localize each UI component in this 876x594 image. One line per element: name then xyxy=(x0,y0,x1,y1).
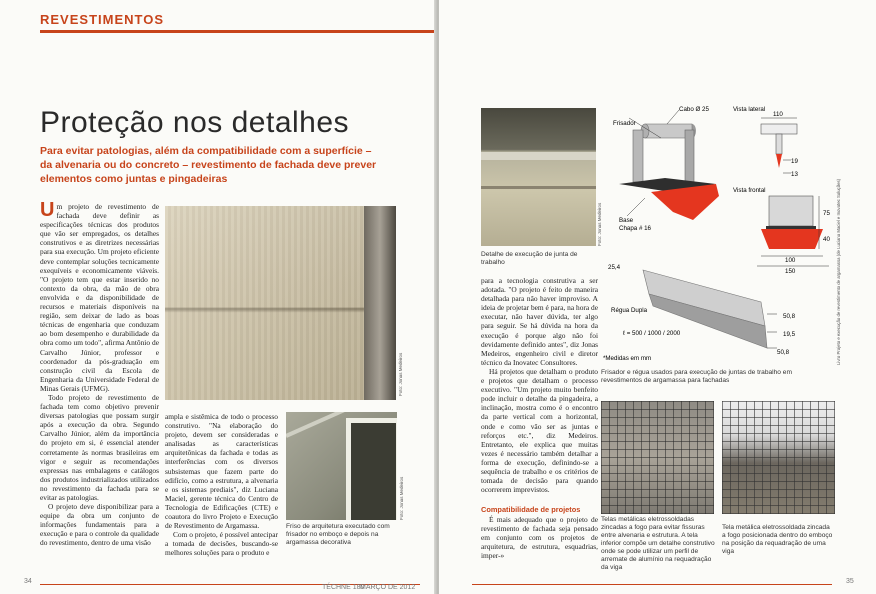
left-page xyxy=(0,0,437,594)
dim-19-5: 19,5 xyxy=(783,331,796,338)
label-comprimentos: ℓ = 500 / 1000 / 2000 xyxy=(623,330,681,337)
col1-paragraph-1: m projeto de revestimento de fachada deve definir as especificações técnicas dos produtos que vão ser empregados, os detalhes construtivos e as diretrizes necessárias para sua execução. Um projeto eficiente deve contemplar soluções tecnicamente exequíveis e economicamente viáveis. "O projeto tem que estar inserido no contexto da obra, da mão de obra envolvida e da disponibilidade de recursos e materiais disponíveis na região, sem deixar de lado as boas técnicas de engenharia que conduzam ao bom desempenho e durabilidade da obra como um todo", afirma Antônio de Carvalho Júnior, professor e coordenador da pós-graduação em construção civil da Escola de Engenharia da Universidade Federal de Minas Gerais (UFMG). xyxy=(40,202,159,393)
col1-paragraph-3: O projeto deve disponibilizar para a equipe da obra um conjunto de informações fundamentais para a execução e para o controle da qualidade do revestimento, dentro de uma visão xyxy=(40,502,159,548)
dim-75: 75 xyxy=(823,210,830,217)
dim-100: 100 xyxy=(785,257,796,264)
photo-credit-1: Foto: Jonas Medeiros xyxy=(398,352,403,396)
right-paragraph-3: É mais adequado que o projeto de revestimento de fachada seja pensado em conjunto com os projetos de arquitetura, de estrutura, esquadrias, imper-» xyxy=(481,515,598,561)
window-photo-caption: Friso de arquitetura executado com frisador no emboço e depois na argamassa decorativa xyxy=(286,523,390,546)
label-regua: Régua Dupla xyxy=(611,307,648,314)
dim-25-4: 25,4 xyxy=(608,264,621,271)
right-paragraph-2: Há projetos que detalham o produto e projetos que detalham o processo executivo. "Um projeto muito benfeito pode incluir o detalhe da pingadeira, a inclinação, mostra como é o encontro da parte vertical com a horizontal, onde e como vão ser as juntas e reforços etc.", diz Medeiros. Entretanto, ele explica que muitas vezes é necessário também detalhar a forma de execução, definindo-se a sequência de trabalho e os critérios de tomada de decisão para quando ocorrerem imprevistos. xyxy=(481,366,598,494)
body-column-2 xyxy=(165,412,278,582)
joint-tool-photo xyxy=(481,108,596,246)
label-vista-lateral: Vista lateral xyxy=(733,106,766,113)
tool-diagram xyxy=(601,100,839,370)
label-base: Base xyxy=(619,217,634,224)
article-headline: Proteção nos detalhes xyxy=(40,106,350,139)
window-frieze-photo xyxy=(286,412,397,520)
label-cabo: Cabo Ø 25 xyxy=(679,106,709,113)
window-frame xyxy=(346,418,397,520)
section-label: REVESTIMENTOS xyxy=(40,12,165,27)
label-frisador: Frisador xyxy=(613,120,636,127)
tool-photo-credit: Foto: Jonas Medeiros xyxy=(597,202,602,246)
article-deck: Para evitar patologias, além da compatibilidade com a superfície – da alvenaria ou do concreto – revestimento de fachada deve prever elementos como juntas e pingadeiras xyxy=(40,145,377,185)
col2-paragraph-2: Com o projeto, é possível antecipar a tomada de decisões, buscando-se melhores soluções para o produto e xyxy=(165,530,278,558)
mesh-photo-a-caption: Telas metálicas eletrossoldadas zincadas a fogo para evitar fissuras entre alvenaria e estrutura. A tela inferior compõe um detalhe construtivo onde se pode utilizar um perfil de arremate de alumínio na requadração da viga xyxy=(601,516,715,571)
dim-50-8-b: 50,8 xyxy=(777,349,790,356)
tool-photo-caption: Detalhe de execução de junta de trabalho xyxy=(481,251,578,266)
dim-13: 13 xyxy=(791,171,798,178)
column-post xyxy=(364,206,396,400)
col1-paragraph-2: Todo projeto de revestimento de fachada tem como objetivo prevenir diversas patologias que possam surgir após a execução da obra. Segundo Carvalho Júnior, além da importância do projeto em si, é essencial atender corretamente às normas brasileiras em vigor e seguir as recomendações expressas nas embalagens e catálogos dos produtos industrializados utilizados no revestimento da fachada para se evitar as patologias. xyxy=(40,392,159,502)
dim-40: 40 xyxy=(823,236,830,243)
col2-paragraph-1: ampla e sistêmica de todo o processo construtivo. "Na elaboração do projeto, devem ser consideradas e analisadas as características arquitetônicas da fachada e todas as interferências com os diversos subsistemas que fazem parte do edifício, como a estrutura, a alvenaria e os sistemas prediais", diz Luciana Maciel, gerente técnica do Centro de Tecnologia de Edificações (CTE) e coautora do livro Projeto e Execução de Revestimento de Argamassa. xyxy=(165,412,278,531)
issue-date: MARÇO DE 2012 xyxy=(360,584,416,591)
section-rule xyxy=(40,30,437,33)
label-vista-frontal: Vista frontal xyxy=(733,187,766,194)
body-column-1 xyxy=(40,202,159,582)
facade-joint-photo xyxy=(165,206,396,400)
diagram-caption: Frisador e régua usados para execução de juntas de trabalho em revestimentos de argamassa para fachadas xyxy=(601,369,792,384)
mesh-photo-beam xyxy=(722,401,835,514)
dim-110: 110 xyxy=(773,111,783,118)
right-body-column-end xyxy=(481,515,598,581)
page-number-right: 35 xyxy=(846,578,854,585)
page-number-left: 34 xyxy=(24,578,32,585)
footer-rule-right xyxy=(472,584,832,585)
label-medidas: *Medidas em mm xyxy=(603,355,652,362)
subhead-compatibilidade: Compatibilidade de projetos xyxy=(481,505,581,514)
drop-cap: U xyxy=(40,202,55,221)
right-body-column xyxy=(481,276,598,494)
dim-150: 150 xyxy=(785,268,796,275)
right-paragraph-1: para a tecnologia construtiva a ser adotada. "O projeto é feito de maneira detalhada para não haver improviso. A ideia de projetar bem é para, na hora de executar, não haver dúvida, ter algo para seguir. Se há dúvida na hora da execução é porque algo não foi devidamente definido antes", diz Jonas Medeiros, engenheiro civil e diretor técnico da Inovatec Consultores. xyxy=(481,276,598,367)
mesh-photo-wall xyxy=(601,401,714,514)
magazine-name: TÉCHNE 180 xyxy=(322,584,365,591)
front-view-drawing xyxy=(757,196,829,266)
dim-50-8-a: 50,8 xyxy=(783,313,796,320)
diagram-credit: Livro Projeto e execução de revestimento de argamassa (de Luciana Maciel e Inovatec Soluções) xyxy=(836,178,841,365)
photo-credit-2: Foto: Jonas Medeiros xyxy=(399,476,404,520)
mesh-photo-b-caption: Tela metálica eletrossoldada zincada a fogo posicionada dentro do emboço na posição da requadração de uma viga xyxy=(722,524,833,555)
dim-19: 19 xyxy=(791,158,798,165)
label-chapa: Chapa # 16 xyxy=(619,225,651,232)
